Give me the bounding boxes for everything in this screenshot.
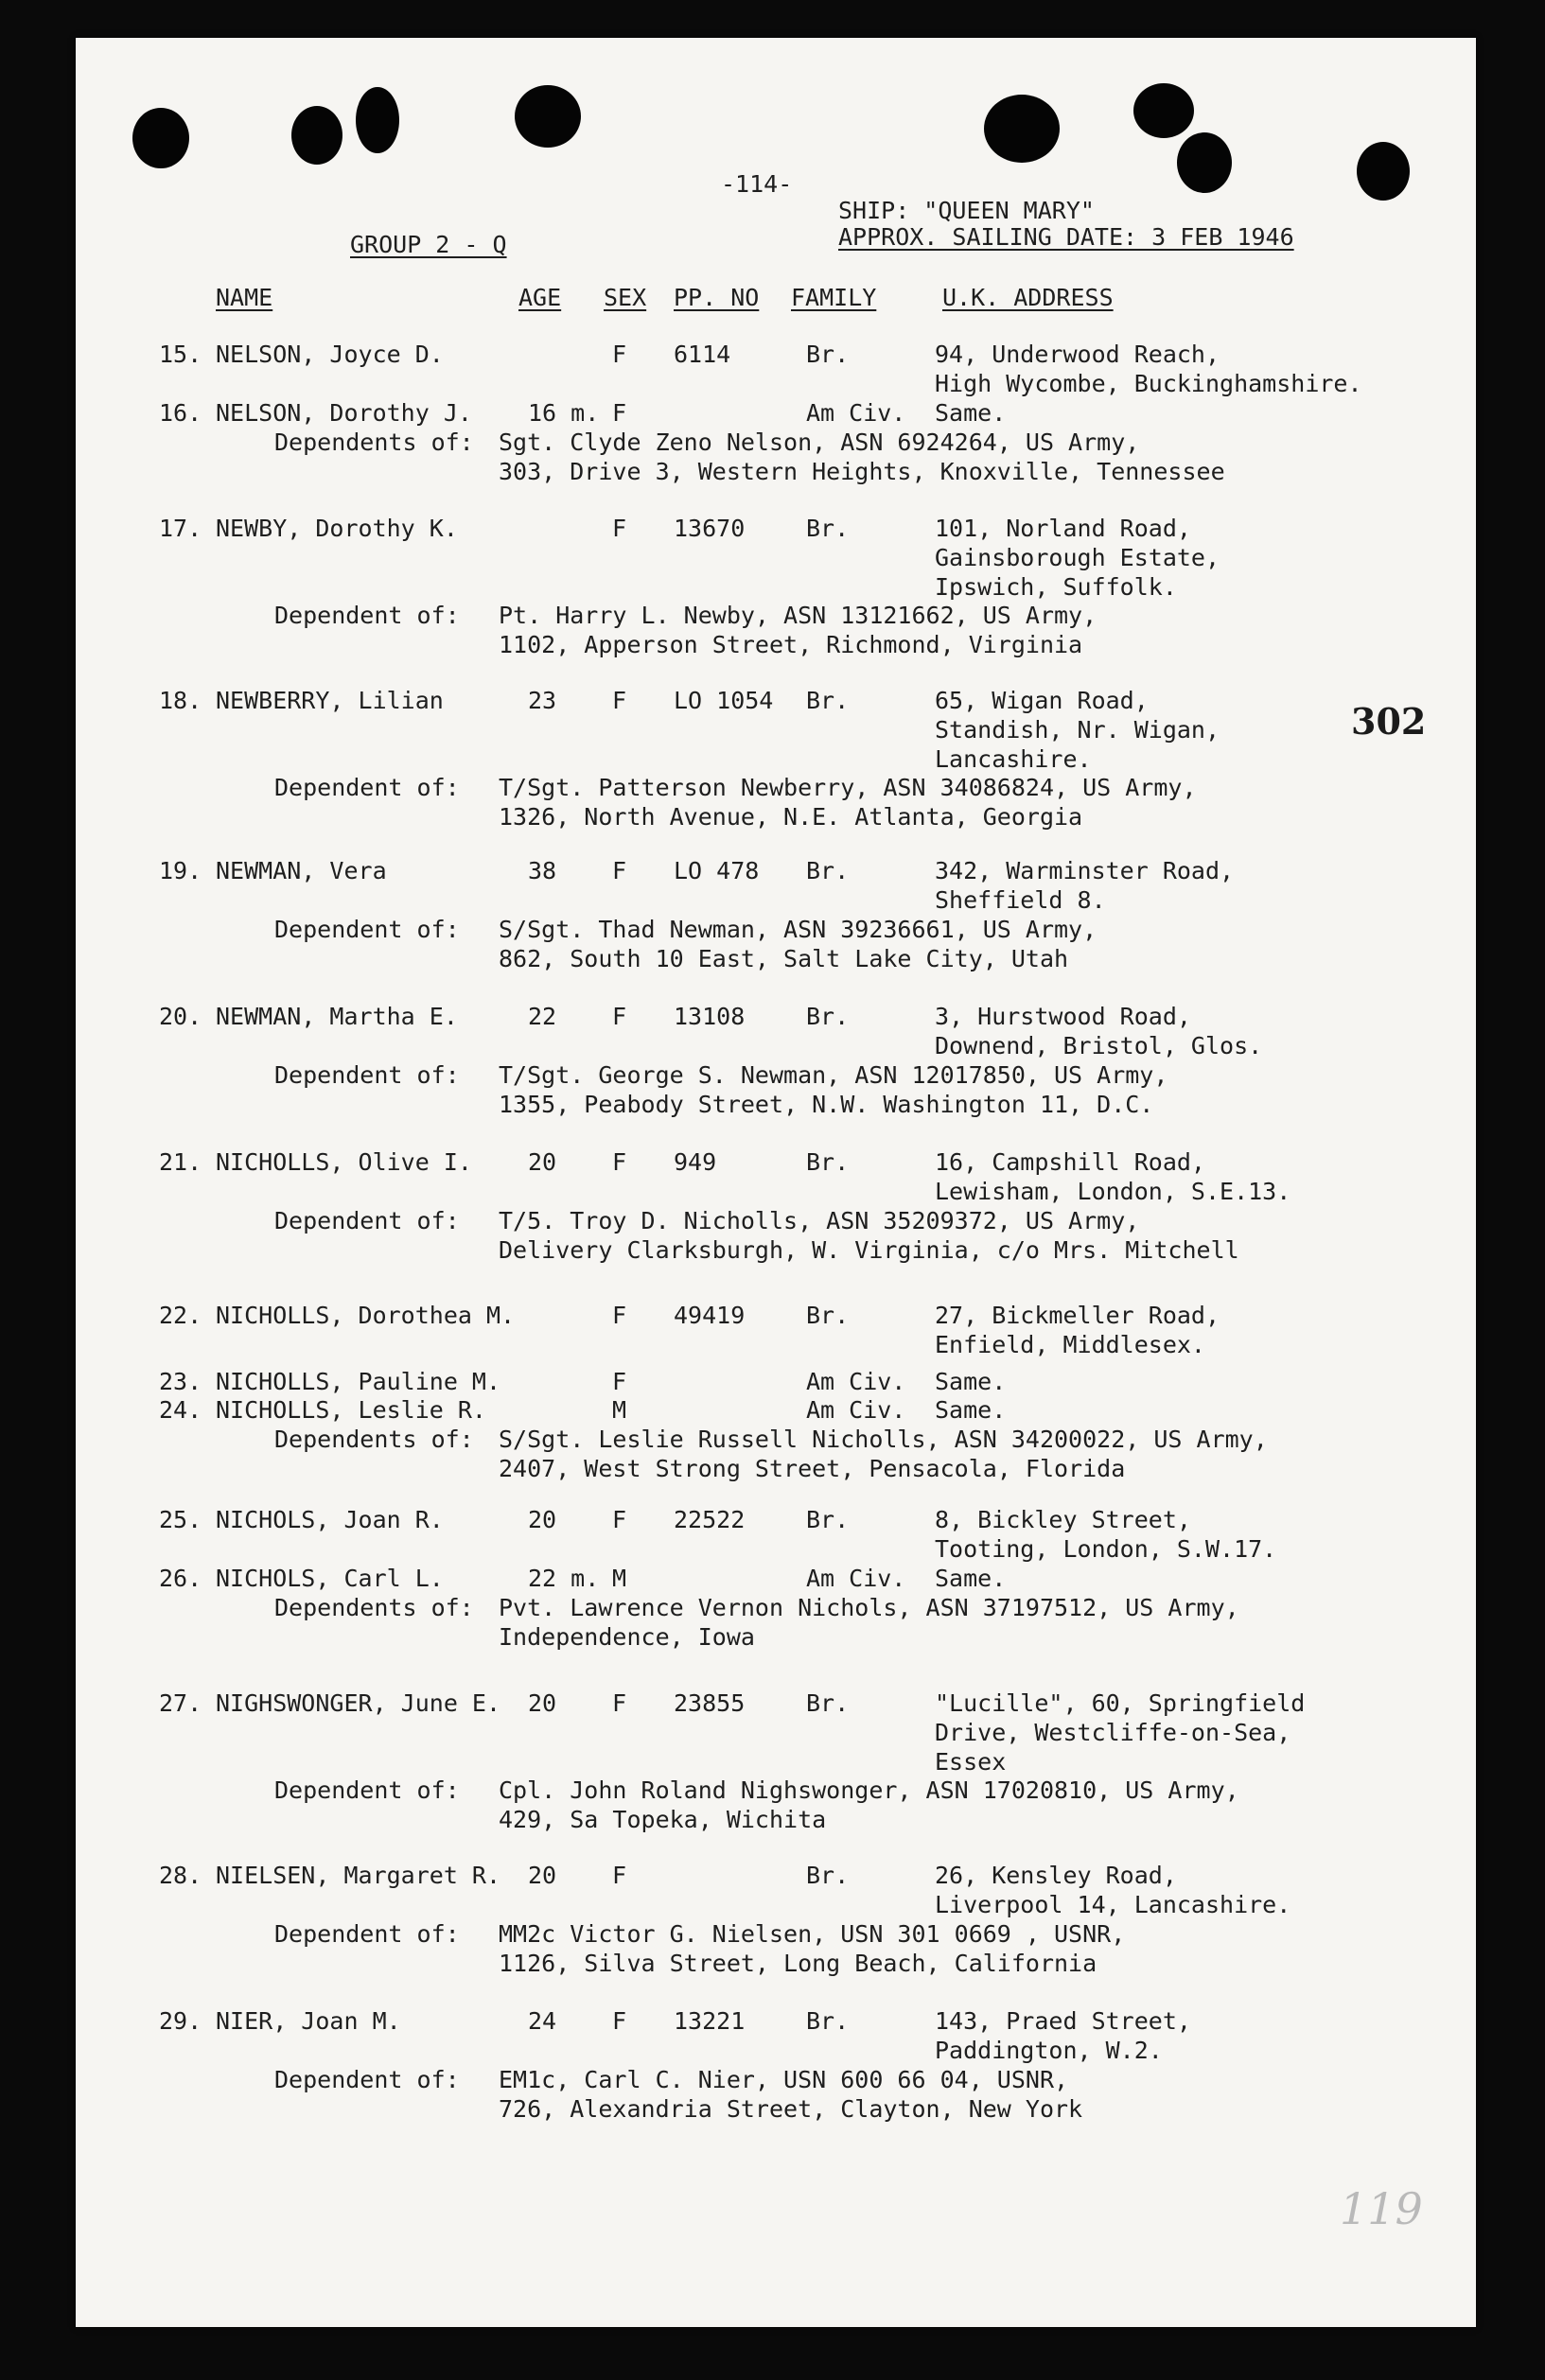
dependent-label: Dependent of: (274, 1061, 460, 1089)
passport-number: 13108 (674, 1003, 746, 1030)
uk-address-line: 143, Praed Street, (935, 2007, 1191, 2035)
passport-number: 6114 (674, 341, 731, 368)
family-status: Am Civ. (806, 1368, 906, 1395)
passenger-name: NICHOLLS, Olive I. (216, 1148, 472, 1176)
passenger-sex: F (612, 1689, 627, 1717)
family-status: Am Civ. (806, 1565, 906, 1592)
dependent-label: Dependent of: (274, 602, 460, 629)
sponsor-line: Cpl. John Roland Nighswonger, ASN 17020810, US Army, (499, 1776, 1239, 1804)
stamp-number: 302 (1351, 700, 1427, 743)
family-status: Br. (806, 515, 850, 542)
uk-address-line: "Lucille", 60, Springfield (935, 1689, 1306, 1717)
passenger-name: NIGHSWONGER, June E. (216, 1689, 501, 1717)
sponsor-line: 862, South 10 East, Salt Lake City, Utah (499, 945, 1069, 972)
passenger-age: 23 (528, 687, 557, 714)
passenger-sex: F (612, 1003, 627, 1030)
passenger-sex: F (612, 1506, 627, 1533)
passenger-age: 22 (528, 1003, 557, 1030)
sponsor-line: T/Sgt. George S. Newman, ASN 12017850, US Army, (499, 1061, 1168, 1089)
passenger-sex: M (612, 1396, 627, 1424)
punch-hole (515, 85, 581, 148)
passenger-name: NEWMAN, Vera (216, 857, 387, 884)
passport-number: 949 (674, 1148, 717, 1176)
passenger-age: 20 (528, 1506, 557, 1533)
passenger-sex: F (612, 399, 627, 427)
uk-address-line: 16, Campshill Road, (935, 1148, 1205, 1176)
sponsor-line: Pt. Harry L. Newby, ASN 13121662, US Army, (499, 602, 1097, 629)
sponsor-line: 303, Drive 3, Western Heights, Knoxville, Tennessee (499, 458, 1225, 485)
uk-address-line: 94, Underwood Reach, (935, 341, 1220, 368)
passport-number: 22522 (674, 1506, 746, 1533)
uk-address-line: 65, Wigan Road, (935, 687, 1149, 714)
sponsor-line: Delivery Clarksburgh, W. Virginia, c/o Mrs. Mitchell (499, 1236, 1239, 1264)
entry-number: 28. (159, 1862, 202, 1889)
passenger-name: NEWBY, Dorothy K. (216, 515, 458, 542)
passenger-sex: F (612, 857, 627, 884)
passenger-age: 20 (528, 1689, 557, 1717)
sponsor-line: T/Sgt. Patterson Newberry, ASN 34086824, US Army, (499, 774, 1197, 801)
sponsor-line: 2407, West Strong Street, Pensacola, Florida (499, 1455, 1126, 1482)
sponsor-line: T/5. Troy D. Nicholls, ASN 35209372, US Army, (499, 1207, 1140, 1234)
passenger-sex: F (612, 2007, 627, 2035)
dependent-label: Dependent of: (274, 1776, 460, 1804)
entry-number: 19. (159, 857, 202, 884)
passenger-sex: F (612, 1148, 627, 1176)
passenger-name: NELSON, Joyce D. (216, 341, 444, 368)
family-status: Br. (806, 1506, 850, 1533)
passenger-name: NICHOLLS, Dorothea M. (216, 1302, 516, 1329)
uk-address-line: Paddington, W.2. (935, 2037, 1163, 2064)
passenger-name: NICHOLS, Joan R. (216, 1506, 444, 1533)
entry-number: 26. (159, 1565, 202, 1592)
sponsor-line: 726, Alexandria Street, Clayton, New York (499, 2095, 1083, 2123)
entry-number: 24. (159, 1396, 202, 1424)
entry-number: 21. (159, 1148, 202, 1176)
family-status: Br. (806, 341, 850, 368)
passenger-sex: M (612, 1565, 627, 1592)
uk-address-line: 101, Norland Road, (935, 515, 1191, 542)
col-sex: SEX (604, 284, 647, 311)
punch-hole (356, 87, 399, 153)
uk-address-line: Same. (935, 399, 1007, 427)
punch-hole (1357, 142, 1410, 201)
passenger-age: 20 (528, 1148, 557, 1176)
punch-hole (1133, 83, 1194, 138)
entry-number: 18. (159, 687, 202, 714)
entry-number: 16. (159, 399, 202, 427)
punch-hole (1177, 132, 1232, 193)
punch-hole (291, 106, 342, 165)
uk-address-line: Drive, Westcliffe-on-Sea, (935, 1719, 1291, 1746)
passenger-sex: F (612, 687, 627, 714)
col-age: AGE (518, 284, 562, 311)
family-status: Am Civ. (806, 1396, 906, 1424)
family-status: Am Civ. (806, 399, 906, 427)
sponsor-line: S/Sgt. Leslie Russell Nicholls, ASN 34200022, US Army, (499, 1426, 1268, 1453)
col-name: NAME (216, 284, 273, 311)
entry-number: 25. (159, 1506, 202, 1533)
dependent-label: Dependents of: (274, 1594, 474, 1621)
entry-number: 23. (159, 1368, 202, 1395)
uk-address-line: Essex (935, 1748, 1007, 1776)
passenger-name: NICHOLS, Carl L. (216, 1565, 444, 1592)
passenger-name: NICHOLLS, Leslie R. (216, 1396, 486, 1424)
uk-address-line: 26, Kensley Road, (935, 1862, 1177, 1889)
uk-address-line: 3, Hurstwood Road, (935, 1003, 1191, 1030)
passenger-name: NEWBERRY, Lilian (216, 687, 444, 714)
uk-address-line: Sheffield 8. (935, 886, 1106, 914)
passport-number: 49419 (674, 1302, 746, 1329)
ship-name: SHIP: "QUEEN MARY" (838, 197, 1095, 224)
passenger-name: NEWMAN, Martha E. (216, 1003, 458, 1030)
uk-address-line: Same. (935, 1565, 1007, 1592)
family-status: Br. (806, 857, 850, 884)
uk-address-line: High Wycombe, Buckinghamshire. (935, 370, 1362, 397)
family-status: Br. (806, 1689, 850, 1717)
dependent-label: Dependents of: (274, 1426, 474, 1453)
dependent-label: Dependents of: (274, 429, 474, 456)
passenger-sex: F (612, 515, 627, 542)
col-pp: PP. NO (674, 284, 760, 311)
passenger-sex: F (612, 341, 627, 368)
family-status: Br. (806, 1003, 850, 1030)
col-address: U.K. ADDRESS (942, 284, 1114, 311)
passport-number: 13221 (674, 2007, 746, 2035)
entry-number: 15. (159, 341, 202, 368)
family-status: Br. (806, 1148, 850, 1176)
entry-number: 27. (159, 1689, 202, 1717)
entry-number: 29. (159, 2007, 202, 2035)
uk-address-line: Lancashire. (935, 745, 1092, 773)
entry-number: 20. (159, 1003, 202, 1030)
passenger-name: NICHOLLS, Pauline M. (216, 1368, 501, 1395)
sponsor-line: 1326, North Avenue, N.E. Atlanta, Georgia (499, 803, 1083, 831)
family-status: Br. (806, 2007, 850, 2035)
passport-number: LO 1054 (674, 687, 774, 714)
passenger-sex: F (612, 1302, 627, 1329)
page-number: -114- (721, 170, 793, 198)
sponsor-line: 1126, Silva Street, Long Beach, California (499, 1950, 1097, 1977)
dependent-label: Dependent of: (274, 916, 460, 943)
uk-address-line: Lewisham, London, S.E.13. (935, 1178, 1291, 1205)
uk-address-line: Tooting, London, S.W.17. (935, 1535, 1277, 1563)
uk-address-line: Same. (935, 1396, 1007, 1424)
dependent-label: Dependent of: (274, 1920, 460, 1948)
document-page (76, 38, 1476, 2327)
sponsor-line: S/Sgt. Thad Newman, ASN 39236661, US Army, (499, 916, 1097, 943)
col-family: FAMILY (791, 284, 877, 311)
sponsor-line: 429, Sa Topeka, Wichita (499, 1806, 827, 1833)
family-status: Br. (806, 687, 850, 714)
sponsor-line: MM2c Victor G. Nielsen, USN 301 0669 , USNR, (499, 1920, 1126, 1948)
uk-address-line: 8, Bickley Street, (935, 1506, 1191, 1533)
passenger-sex: F (612, 1368, 627, 1395)
uk-address-line: Enfield, Middlesex. (935, 1331, 1205, 1358)
sponsor-line: Pvt. Lawrence Vernon Nichols, ASN 37197512, US Army, (499, 1594, 1239, 1621)
uk-address-line: Standish, Nr. Wigan, (935, 716, 1220, 744)
uk-address-line: Gainsborough Estate, (935, 544, 1220, 571)
dependent-label: Dependent of: (274, 1207, 460, 1234)
sponsor-line: Independence, Iowa (499, 1623, 755, 1651)
passenger-name: NIELSEN, Margaret R. (216, 1862, 501, 1889)
dependent-label: Dependent of: (274, 774, 460, 801)
passport-number: 13670 (674, 515, 746, 542)
passenger-age: 16 m. (528, 399, 600, 427)
uk-address-line: 27, Bickmeller Road, (935, 1302, 1220, 1329)
sailing-date: APPROX. SAILING DATE: 3 FEB 1946 (838, 223, 1294, 251)
uk-address-line: Liverpool 14, Lancashire. (935, 1891, 1291, 1918)
entry-number: 22. (159, 1302, 202, 1329)
passport-number: LO 478 (674, 857, 760, 884)
family-status: Br. (806, 1862, 850, 1889)
sponsor-line: EM1c, Carl C. Nier, USN 600 66 04, USNR, (499, 2066, 1069, 2093)
passenger-age: 38 (528, 857, 557, 884)
pencil-note: 119 (1340, 2183, 1423, 2234)
family-status: Br. (806, 1302, 850, 1329)
entry-number: 17. (159, 515, 202, 542)
sponsor-line: 1355, Peabody Street, N.W. Washington 11, D.C. (499, 1091, 1154, 1118)
passport-number: 23855 (674, 1689, 746, 1717)
sponsor-line: Sgt. Clyde Zeno Nelson, ASN 6924264, US Army, (499, 429, 1140, 456)
passenger-age: 20 (528, 1862, 557, 1889)
dependent-label: Dependent of: (274, 2066, 460, 2093)
punch-hole (984, 95, 1060, 163)
uk-address-line: Same. (935, 1368, 1007, 1395)
punch-hole (132, 108, 189, 168)
group-label: GROUP 2 - Q (350, 231, 507, 258)
sponsor-line: 1102, Apperson Street, Richmond, Virginia (499, 631, 1083, 658)
passenger-sex: F (612, 1862, 627, 1889)
passenger-age: 22 m. (528, 1565, 600, 1592)
uk-address-line: Downend, Bristol, Glos. (935, 1032, 1263, 1059)
uk-address-line: 342, Warminster Road, (935, 857, 1235, 884)
uk-address-line: Ipswich, Suffolk. (935, 573, 1177, 601)
passenger-name: NELSON, Dorothy J. (216, 399, 472, 427)
passenger-age: 24 (528, 2007, 557, 2035)
passenger-name: NIER, Joan M. (216, 2007, 401, 2035)
